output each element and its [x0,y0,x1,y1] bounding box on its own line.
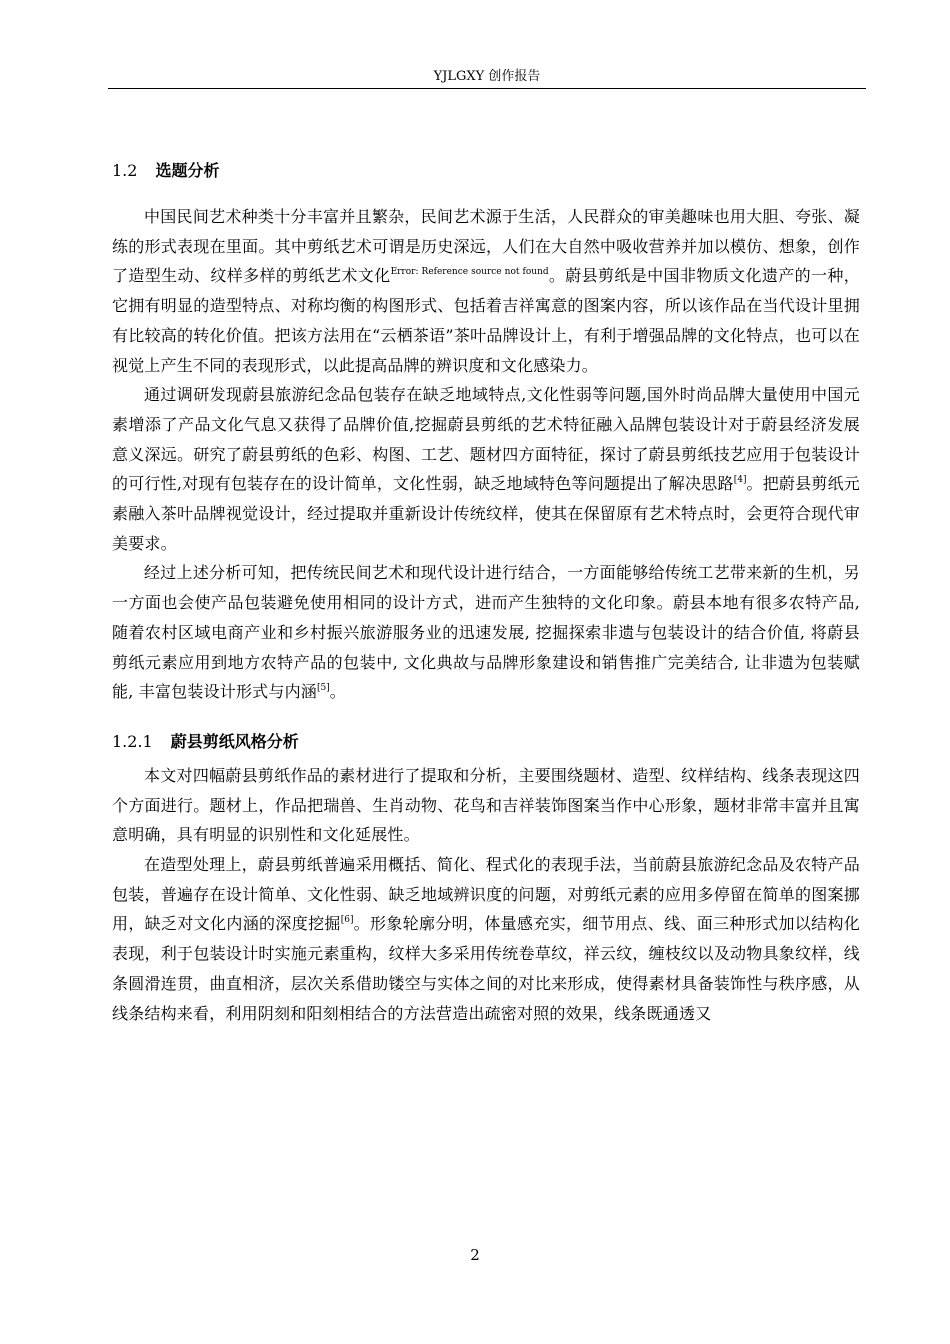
citation: [6] [340,915,354,926]
paragraph-text: 。 [329,682,346,702]
paragraph-text: 在造型处理上，蔚县剪纸普遍采用概括、简化、程式化的表现手法，当前蔚县旅游纪念品及农特产品包装，普遍存在设计简单、文化性弱、缺乏地域辨识度的问题，对剪纸元素的应用多停留在简单的图案挪用，缺乏对文化内涵的深度挖掘 [112,855,860,934]
paragraph: 本文对四幅蔚县剪纸作品的素材进行了提取和分析，主要围绕题材、造型、纹样结构、线条表现这四个方面进行。题材上，作品把瑞兽、生肖动物、花鸟和吉祥装饰图案当作中心形象，题材非常丰富并且寓意明确，具有明显的识别性和文化延展性。 [112,765,860,845]
running-header: YJLGXY 创作报告 [433,69,541,84]
header-rule [108,88,866,89]
paragraph [112,202,860,380]
paragraph-text: 中国民间艺术种类十分丰富并且繁杂，民间艺术源于生活，人民群众的审美趣味也用大胆、夸张、凝练的形式表现在里面。其中剪纸艺术可谓是历史深远，人们在大自然中吸收营养并加以模仿、想象，创作了造型生动、纹样多样的剪纸艺术文化 [112,207,860,286]
paragraph-text: 。蔚县剪纸是中国非物质文化遗产的一种，它拥有明显的造型特点、对称均衡的构图形式、包括着吉祥寓意的图案内容，所以该作品在当代设计里拥有比较高的转化价值。把该方法用在“云栖茶语”茶叶品牌设计上，有利于增强品牌的文化特点，也可以在视觉上产生不同的表现形式，以此提高品牌的辨识度和文化感染力。 [112,266,860,375]
section-title: 选题分析 [155,161,220,180]
paragraph [112,380,860,558]
citation: [5] [316,683,330,694]
page-body [112,156,860,1028]
citation: [4] [733,475,747,486]
reference-error: Error: Reference source not found [390,267,549,278]
section-heading-1-2 [112,156,860,186]
section-number: 1.2 [112,161,138,180]
paragraph [112,558,860,707]
page-number: 2 [470,1246,480,1264]
paragraph-text: 。把蔚县剪纸元素融入茶叶品牌视觉设计，经过提取并重新设计传统纹样，使其在保留原有艺术特点时，会更符合现代审美要求。 [112,474,860,553]
section-heading-1-2-1 [112,727,860,757]
paragraph-text: 。形象轮廓分明，体量感充实，细节用点、线、面三种形式加以结构化表现，利于包装设计时实施元素重构，纹样大多采用传统卷草纹，祥云纹，缠枝纹以及动物具象纹样，线条圆滑连贯，曲直相济，层次关系借助镂空与实体之间的对比来形成，使得素材具备装饰性与秩序感，从线条结构来看，利用阴刻和阳刻相结合的方法营造出疏密对照的效果，线条既通透又 [112,914,860,1023]
section-title: 蔚县剪纸风格分析 [170,731,299,751]
paragraph-text: 通过调研发现蔚县旅游纪念品包装存在缺乏地域特点,文化性弱等问题,国外时尚品牌大量使用中国元素增添了产品文化气息又获得了品牌价值,挖掘蔚县剪纸的艺术特征融入品牌包装设计对于蔚县经济发展意义深远。研究了蔚县剪纸的色彩、构图、工艺、题材四方面特征，探讨了蔚县剪纸技艺应用于包装设计的可行性,对现有包装存在的设计简单，文化性弱，缺乏地域特色等问题提出了解决思路 [112,385,860,494]
paragraph-text: 经过上述分析可知，把传统民间艺术和现代设计进行结合，一方面能够给传统工艺带来新的生机，另一方面也会使产品包装避免使用相同的设计方式，进而产生独特的文化印象。蔚县本地有很多农特产品, 随着农村区域电商产业和乡村振兴旅游服务业的迅速发展, 挖掘探索非遗与包装设计的结合价值, 将蔚县剪纸元素应用到地方农特产品的包装中, 文化典故与品牌形象建设和销售推广完美结合, 让非遗为包装赋能, 丰富包装设计形式与内涵 [112,563,860,702]
section-number: 1.2.1 [112,731,153,751]
paragraph [112,850,860,1028]
